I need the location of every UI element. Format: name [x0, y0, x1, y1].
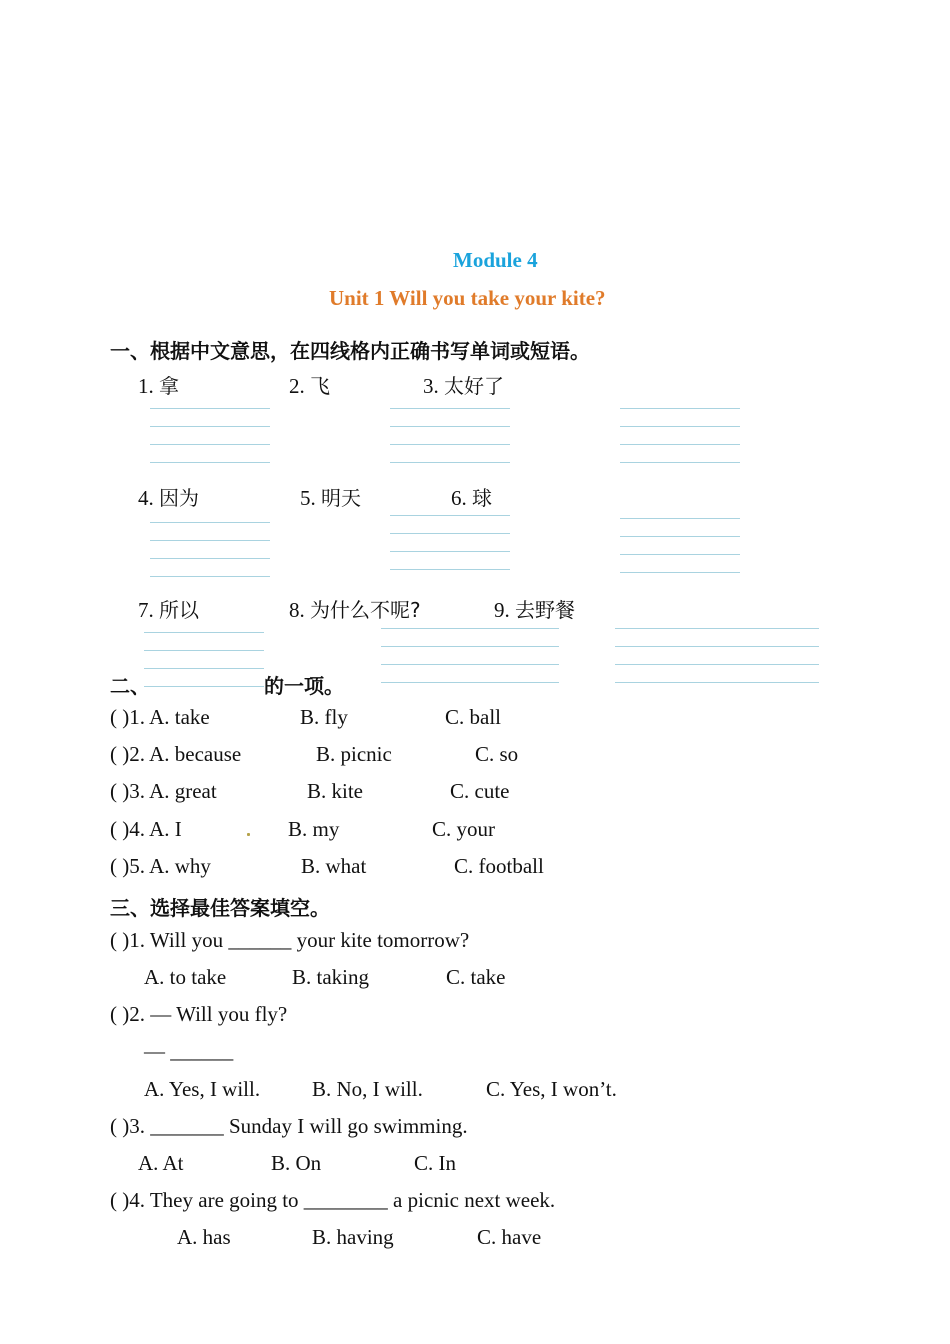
item-number: 4.	[138, 486, 154, 510]
module-title: Module 4	[453, 248, 538, 272]
odd-one-out-1-b: B. fly	[300, 705, 348, 729]
item-number: 1.	[138, 374, 154, 398]
item-5-label	[300, 482, 361, 511]
item-9-label	[494, 594, 575, 623]
item-chinese: 去野餐	[515, 598, 575, 622]
item-4-label	[138, 482, 199, 511]
writing-grid-5[interactable]	[390, 515, 510, 571]
mc-1-option-c: C. take	[446, 965, 506, 989]
odd-one-out-3-b: B. kite	[307, 779, 363, 803]
odd-one-out-4-b: B. my	[288, 817, 340, 841]
mc-1-stem: ( )1. Will you ______ your kite tomorrow?	[110, 928, 470, 952]
writing-grid-1[interactable]	[150, 408, 270, 464]
item-7-label	[138, 594, 199, 623]
writing-grid-3[interactable]	[620, 408, 740, 464]
odd-one-out-4-prefix: ( )4. A. I	[110, 817, 182, 841]
odd-one-out-5-c: C. football	[454, 854, 544, 878]
item-number: 8.	[289, 598, 305, 622]
item-number: 2.	[289, 374, 305, 398]
odd-one-out-3-prefix: ( )3. A. great	[110, 779, 217, 803]
writing-grid-8[interactable]	[381, 628, 559, 684]
odd-one-out-2-c: C. so	[475, 742, 519, 766]
item-chinese: 因为	[159, 486, 199, 510]
item-number: 9.	[494, 598, 510, 622]
odd-one-out-1-c: C. ball	[445, 705, 501, 729]
mc-2-reply: — ______	[144, 1039, 234, 1063]
section1-heading: 一、根据中文意思，在四线格内正确书写单词或短语。	[110, 339, 590, 363]
item-2-label	[289, 370, 330, 399]
mc-3-option-c: C. In	[414, 1151, 456, 1175]
mc-4-stem: ( )4. They are going to ________ a picnic next week.	[110, 1188, 556, 1212]
writing-grid-6[interactable]	[620, 518, 740, 574]
mc-4-option-a: A. has	[177, 1225, 231, 1249]
writing-grid-2[interactable]	[390, 408, 510, 464]
odd-one-out-5-prefix: ( )5. A. why	[110, 854, 211, 878]
writing-grid-7[interactable]	[144, 632, 264, 688]
section2-heading-start: 二、	[110, 674, 150, 698]
section2-heading-end: 的一项。	[264, 674, 344, 698]
odd-one-out-2-prefix: ( )2. A. because	[110, 742, 242, 766]
odd-one-out-1-prefix: ( )1. A. take	[110, 705, 210, 729]
mc-1-option-a: A. to take	[144, 965, 227, 989]
item-chinese: 飞	[310, 374, 330, 398]
item-chinese: 太好了	[444, 374, 504, 398]
mc-4-option-b: B. having	[312, 1225, 394, 1249]
odd-one-out-3-c: C. cute	[450, 779, 510, 803]
item-chinese: 明天	[321, 486, 361, 510]
mc-3-option-b: B. On	[271, 1151, 322, 1175]
item-8-label	[289, 594, 421, 623]
item-6-label	[451, 482, 492, 511]
mc-1-option-b: B. taking	[292, 965, 369, 989]
odd-one-out-4-c: C. your	[432, 817, 495, 841]
odd-one-out-5-b: B. what	[301, 854, 367, 878]
unit-title: Unit 1 Will you take your kite?	[329, 286, 606, 310]
item-1-label	[138, 370, 179, 399]
mc-2-option-b: B. No, I will.	[312, 1077, 423, 1101]
item-chinese: 拿	[159, 374, 179, 398]
writing-grid-9[interactable]	[615, 628, 819, 684]
mc-2-stem: ( )2. — Will you fly?	[110, 1002, 288, 1026]
mc-2-option-c: C. Yes, I won’t.	[486, 1077, 617, 1101]
odd-one-out-2-b: B. picnic	[316, 742, 392, 766]
writing-grid-4[interactable]	[150, 522, 270, 578]
item-3-label	[423, 370, 504, 399]
item-number: 5.	[300, 486, 316, 510]
item-chinese: 所以	[159, 598, 199, 622]
mc-4-option-c: C. have	[477, 1225, 542, 1249]
mc-3-stem: ( )3. _______ Sunday I will go swimming.	[110, 1114, 468, 1138]
mc-3-option-a: A. At	[138, 1151, 184, 1175]
item-number: 3.	[423, 374, 439, 398]
section3-heading: 三、选择最佳答案填空。	[110, 896, 330, 920]
mc-2-option-a: A. Yes, I will.	[144, 1077, 261, 1101]
item-chinese: 球	[472, 486, 492, 510]
item-number: 6.	[451, 486, 467, 510]
item-chinese: 为什么不呢?	[310, 598, 421, 622]
item-number: 7.	[138, 598, 154, 622]
stray-dot	[247, 833, 250, 836]
